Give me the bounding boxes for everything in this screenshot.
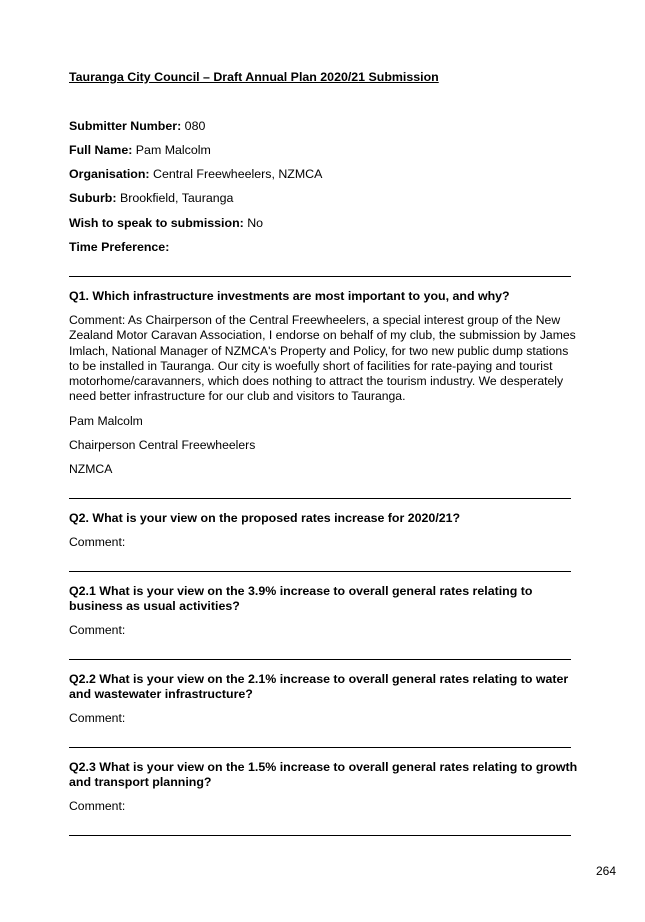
question-q2: Q2. What is your view on the proposed rates increase for 2020/21? bbox=[69, 511, 461, 525]
comment-q2: Comment: bbox=[69, 535, 126, 549]
signoff-name: Pam Malcolm bbox=[69, 414, 143, 428]
field-full-name bbox=[69, 143, 579, 158]
comment-q2-1: Comment: bbox=[69, 623, 126, 637]
field-value: No bbox=[247, 216, 264, 230]
comment-q2-3: Comment: bbox=[69, 799, 126, 813]
field-suburb bbox=[69, 191, 579, 206]
field-wish-to-speak bbox=[69, 216, 579, 231]
section-divider bbox=[69, 498, 571, 499]
field-label: Wish to speak to submission: bbox=[69, 216, 244, 230]
question-q2-1: Q2.1 What is your view on the 3.9% increase to overall general rates relating to business as usual activities? bbox=[69, 584, 533, 614]
question-q2-2: Q2.2 What is your view on the 2.1% increase to overall general rates relating to water and wastewater infrastructure? bbox=[69, 672, 569, 702]
field-value: Brookfield, Tauranga bbox=[119, 191, 234, 205]
field-organisation bbox=[69, 167, 579, 182]
field-label: Suburb: bbox=[69, 191, 117, 205]
comment-q1: Comment: As Chairperson of the Central Freewheelers, a special interest group of the New Zealand Motor Caravan Association, I endorse on behalf of my club, the submission by James Imlach, National Manager of NZMCA's Property and Policy, for two new public dump stations to be installed in Tauranga. Our city is woefully short of facilities for rate-paying and tourist motorhome/caravanners, which does nothing to attract the tourism industry. We desperately need better infrastructure for our club and visitors to Tauranga. bbox=[69, 313, 576, 404]
section-divider bbox=[69, 276, 571, 277]
field-value: 080 bbox=[184, 119, 206, 133]
field-label: Submitter Number: bbox=[69, 119, 182, 133]
section-divider bbox=[69, 659, 571, 660]
comment-q2-2: Comment: bbox=[69, 711, 126, 725]
question-q2-3: Q2.3 What is your view on the 1.5% increase to overall general rates relating to growth and transport planning? bbox=[69, 760, 578, 790]
field-submitter-number bbox=[69, 119, 579, 134]
section-divider bbox=[69, 835, 571, 836]
field-value: Pam Malcolm bbox=[135, 143, 211, 157]
section-divider bbox=[69, 747, 571, 748]
field-label: Time Preference: bbox=[69, 240, 170, 254]
field-value: Central Freewheelers, NZMCA bbox=[153, 167, 323, 181]
field-label: Full Name: bbox=[69, 143, 133, 157]
document-title: Tauranga City Council – Draft Annual Plan 2020/21 Submission bbox=[69, 70, 439, 84]
page-number: 264 bbox=[596, 864, 617, 878]
field-time-preference bbox=[69, 240, 579, 255]
signoff-role: Chairperson Central Freewheelers bbox=[69, 438, 256, 452]
question-q1: Q1. Which infrastructure investments are most important to you, and why? bbox=[69, 289, 510, 303]
signoff-org: NZMCA bbox=[69, 462, 113, 476]
section-divider bbox=[69, 571, 571, 572]
field-label: Organisation: bbox=[69, 167, 150, 181]
